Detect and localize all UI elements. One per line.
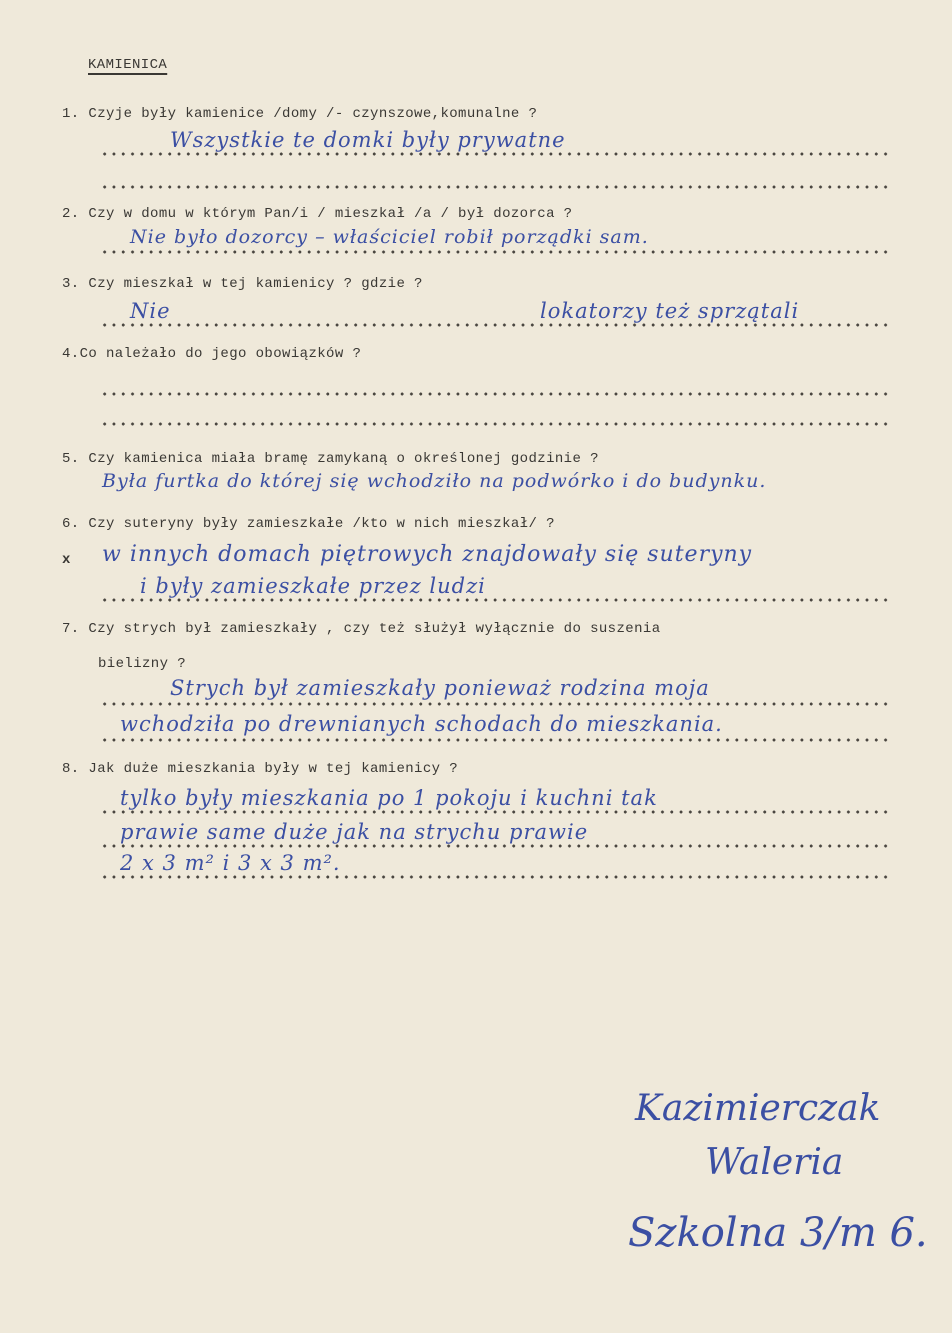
- answer-5: Była furtka do której się wchodziło na podwórko i do budynku.: [102, 470, 767, 492]
- answer-1: Wszystkie te domki były prywatne: [170, 128, 566, 152]
- answer-8b: prawie same duże jak na strychu prawie: [120, 820, 589, 844]
- question-4: 4.Co należało do jego obowiązków ?: [62, 346, 362, 362]
- question-8: 8. Jak duże mieszkania były w tej kamienicy ?: [62, 761, 459, 777]
- question-6: 6. Czy suteryny były zamieszkałe /kto w nich mieszkał/ ?: [62, 516, 555, 532]
- margin-mark: x: [62, 552, 71, 568]
- answer-line: [100, 875, 890, 879]
- answer-line: [100, 392, 890, 396]
- answer-line: [100, 844, 890, 848]
- answer-line: [100, 152, 890, 156]
- answer-line: [100, 422, 890, 426]
- signature-surname: Kazimierczak: [635, 1088, 881, 1129]
- answer-line: [100, 810, 890, 814]
- answer-6b: i były zamieszkałe przez ludzi: [140, 574, 486, 598]
- answer-line: [100, 702, 890, 706]
- question-7-cont: bielizny ?: [98, 656, 187, 672]
- answer-line: [100, 738, 890, 742]
- document-title: KAMIENICA: [88, 57, 168, 73]
- answer-line: [100, 598, 890, 602]
- signature-name: Waleria: [705, 1142, 844, 1183]
- answer-line: [100, 250, 890, 254]
- question-3: 3. Czy mieszkał w tej kamienicy ? gdzie ?: [62, 276, 423, 292]
- answer-7b: wchodziła po drewnianych schodach do mieszkania.: [120, 712, 723, 736]
- answer-7a: Strych był zamieszkały ponieważ rodzina moja: [170, 676, 710, 700]
- question-5: 5. Czy kamienica miała bramę zamykaną o określonej godzinie ?: [62, 451, 599, 467]
- question-7: 7. Czy strych był zamieszkały , czy też służył wyłącznie do suszenia: [62, 621, 661, 637]
- answer-8a: tylko były mieszkania po 1 pokoju i kuchni tak: [120, 786, 658, 810]
- answer-line: [100, 185, 890, 189]
- question-1: 1. Czyje były kamienice /domy /- czynszowe,komunalne ?: [62, 106, 538, 122]
- answer-8c: 2 x 3 m² i 3 x 3 m².: [120, 851, 341, 875]
- answer-2: Nie było dozorcy – właściciel robił porządki sam.: [130, 226, 649, 248]
- answer-line: [100, 323, 890, 327]
- answer-6a: w innych domach piętrowych znajdowały się suteryny: [102, 542, 753, 567]
- signature-address: Szkolna 3/m 6.: [628, 1210, 928, 1256]
- answer-3a: Nie: [130, 299, 171, 323]
- answer-3b: lokatorzy też sprzątali: [540, 299, 800, 323]
- question-2: 2. Czy w domu w którym Pan/i / mieszkał /a / był dozorca ?: [62, 206, 573, 222]
